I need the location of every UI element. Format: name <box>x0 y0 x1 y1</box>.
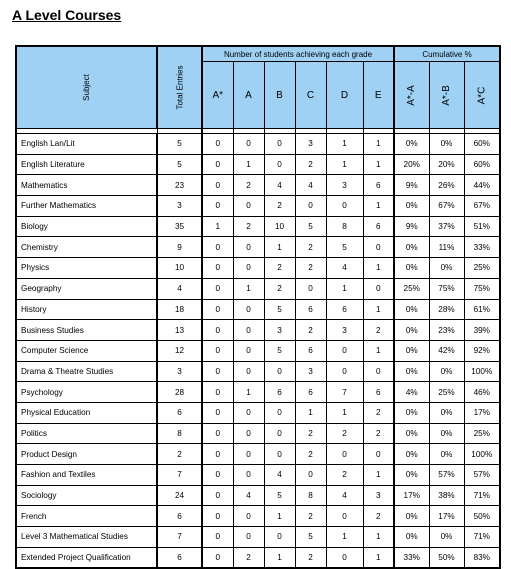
grade-count-cell: 0 <box>363 278 394 299</box>
cumulative-percent-cell: 0% <box>394 465 429 486</box>
cumulative-percent-cell: 0% <box>394 237 429 258</box>
table-row <box>16 340 500 361</box>
table-row <box>16 299 500 320</box>
table-row <box>16 154 500 175</box>
total-entries-cell: 35 <box>157 216 202 237</box>
cumulative-percent-cell: 0% <box>394 258 429 279</box>
cumulative-percent-cell: 44% <box>464 175 500 196</box>
total-entries-cell: 12 <box>157 340 202 361</box>
table-row <box>16 196 500 217</box>
cumulative-percent-cell: 33% <box>394 547 429 568</box>
table-row <box>16 320 500 341</box>
grade-count-cell: 0 <box>233 320 264 341</box>
grade-count-cell: 0 <box>264 134 295 155</box>
cumulative-percent-cell: 20% <box>394 154 429 175</box>
cumulative-percent-cell: 0% <box>394 361 429 382</box>
cumulative-header-astar-c: A*C <box>464 62 500 129</box>
cumulative-percent-cell: 0% <box>429 134 464 155</box>
cumulative-percent-cell: 83% <box>464 547 500 568</box>
grade-count-cell: 0 <box>233 258 264 279</box>
cumulative-percent-cell: 0% <box>394 196 429 217</box>
grade-count-cell: 1 <box>233 382 264 403</box>
cumulative-percent-cell: 0% <box>394 423 429 444</box>
grade-count-cell: 1 <box>233 154 264 175</box>
grade-count-cell: 0 <box>233 506 264 527</box>
grade-count-cell: 3 <box>326 175 363 196</box>
total-entries-cell: 24 <box>157 485 202 506</box>
grade-count-cell: 8 <box>326 216 363 237</box>
grade-count-cell: 0 <box>202 423 233 444</box>
table-row <box>16 423 500 444</box>
grade-count-cell: 3 <box>295 134 326 155</box>
grade-count-cell: 6 <box>363 382 394 403</box>
cumulative-percent-cell: 17% <box>464 402 500 423</box>
grade-count-cell: 6 <box>295 299 326 320</box>
subject-cell: Level 3 Mathematical Studies <box>16 527 157 548</box>
grade-count-cell: 5 <box>264 299 295 320</box>
grade-count-cell: 0 <box>363 444 394 465</box>
grade-count-cell: 5 <box>326 237 363 258</box>
cumulative-percent-cell: 42% <box>429 340 464 361</box>
grade-count-cell: 0 <box>202 196 233 217</box>
grade-count-cell: 2 <box>233 547 264 568</box>
cumulative-percent-cell: 17% <box>394 485 429 506</box>
total-entries-cell: 7 <box>157 465 202 486</box>
total-entries-cell: 23 <box>157 175 202 196</box>
grade-count-cell: 1 <box>363 196 394 217</box>
cumulative-percent-cell: 38% <box>429 485 464 506</box>
grade-count-cell: 0 <box>202 402 233 423</box>
table-row <box>16 216 500 237</box>
cumulative-percent-cell: 0% <box>429 361 464 382</box>
grade-count-cell: 1 <box>295 402 326 423</box>
grade-count-cell: 0 <box>233 340 264 361</box>
total-entries-cell: 18 <box>157 299 202 320</box>
cumulative-percent-cell: 25% <box>394 278 429 299</box>
total-entries-cell: 28 <box>157 382 202 403</box>
grade-count-cell: 0 <box>202 465 233 486</box>
grade-header-astar: A* <box>202 62 233 129</box>
grade-count-cell: 5 <box>264 340 295 361</box>
grade-count-cell: 3 <box>264 320 295 341</box>
cumulative-percent-cell: 0% <box>394 340 429 361</box>
subject-cell: English Literature <box>16 154 157 175</box>
subject-cell: Physical Education <box>16 402 157 423</box>
grade-count-cell: 0 <box>233 237 264 258</box>
table-row <box>16 444 500 465</box>
grade-count-cell: 2 <box>326 465 363 486</box>
subject-header <box>16 46 157 129</box>
grade-count-cell: 4 <box>295 175 326 196</box>
grade-count-cell: 0 <box>202 527 233 548</box>
grade-count-cell: 2 <box>363 320 394 341</box>
cumulative-percent-cell: 67% <box>464 196 500 217</box>
total-entries-cell: 5 <box>157 154 202 175</box>
total-entries-header-label: Total Entries <box>175 65 185 110</box>
grade-count-cell: 0 <box>326 361 363 382</box>
total-entries-cell: 6 <box>157 506 202 527</box>
subject-cell: French <box>16 506 157 527</box>
grade-count-cell: 0 <box>202 258 233 279</box>
grade-count-cell: 1 <box>363 134 394 155</box>
grade-count-cell: 2 <box>295 444 326 465</box>
cumulative-percent-cell: 0% <box>394 402 429 423</box>
grade-count-cell: 0 <box>233 444 264 465</box>
cumulative-percent-cell: 25% <box>429 382 464 403</box>
grade-count-cell: 2 <box>233 175 264 196</box>
table-row <box>16 402 500 423</box>
grade-count-cell: 1 <box>363 258 394 279</box>
subject-cell: History <box>16 299 157 320</box>
table-row <box>16 278 500 299</box>
cumulative-percent-cell: 0% <box>394 506 429 527</box>
subject-cell: Psychology <box>16 382 157 403</box>
grade-count-cell: 2 <box>363 506 394 527</box>
subject-cell: Geography <box>16 278 157 299</box>
cumulative-percent-cell: 25% <box>464 423 500 444</box>
grade-count-cell: 0 <box>264 154 295 175</box>
grade-count-cell: 0 <box>202 299 233 320</box>
grade-count-cell: 6 <box>363 216 394 237</box>
table-row <box>16 465 500 486</box>
total-entries-cell: 9 <box>157 237 202 258</box>
cumulative-percent-cell: 100% <box>464 361 500 382</box>
grade-count-cell: 1 <box>363 340 394 361</box>
grade-count-cell: 2 <box>295 154 326 175</box>
results-table <box>15 45 501 569</box>
cumulative-percent-cell: 0% <box>394 444 429 465</box>
cumulative-percent-cell: 75% <box>429 278 464 299</box>
grade-count-cell: 0 <box>326 340 363 361</box>
grade-count-cell: 1 <box>326 278 363 299</box>
cumulative-percent-cell: 37% <box>429 216 464 237</box>
subject-cell: Physics <box>16 258 157 279</box>
cumulative-percent-cell: 0% <box>429 527 464 548</box>
cumulative-percent-cell: 20% <box>429 154 464 175</box>
grade-header-b: B <box>264 62 295 129</box>
cumulative-percent-cell: 57% <box>464 465 500 486</box>
cumulative-percent-cell: 0% <box>429 258 464 279</box>
cumulative-percent-cell: 0% <box>429 423 464 444</box>
subject-cell: Business Studies <box>16 320 157 341</box>
grade-count-cell: 0 <box>202 485 233 506</box>
table-row <box>16 361 500 382</box>
cumulative-percent-cell: 9% <box>394 216 429 237</box>
cumulative-percent-cell: 33% <box>464 237 500 258</box>
grade-count-cell: 2 <box>295 258 326 279</box>
grade-count-cell: 1 <box>202 216 233 237</box>
grade-count-cell: 0 <box>233 402 264 423</box>
table-row <box>16 237 500 258</box>
cumulative-percent-cell: 28% <box>429 299 464 320</box>
grade-count-cell: 0 <box>264 423 295 444</box>
grade-count-cell: 0 <box>202 444 233 465</box>
subject-cell: Fashion and Textiles <box>16 465 157 486</box>
grade-count-cell: 0 <box>363 361 394 382</box>
subject-cell: Chemistry <box>16 237 157 258</box>
total-entries-cell: 3 <box>157 361 202 382</box>
grade-count-cell: 0 <box>202 134 233 155</box>
grade-count-cell: 1 <box>264 237 295 258</box>
grade-count-cell: 0 <box>233 196 264 217</box>
cumulative-percent-cell: 71% <box>464 527 500 548</box>
cumulative-percent-cell: 60% <box>464 154 500 175</box>
page-title: A Level Courses <box>12 7 122 23</box>
cumulative-percent-cell: 0% <box>394 527 429 548</box>
grade-count-cell: 2 <box>363 402 394 423</box>
grade-count-cell: 6 <box>326 299 363 320</box>
grade-count-cell: 1 <box>326 527 363 548</box>
grade-header-d: D <box>326 62 363 129</box>
grade-count-cell: 0 <box>202 547 233 568</box>
grade-count-cell: 0 <box>202 361 233 382</box>
grade-count-cell: 0 <box>233 465 264 486</box>
grade-count-cell: 2 <box>326 423 363 444</box>
grade-count-cell: 0 <box>295 465 326 486</box>
grade-count-cell: 0 <box>202 320 233 341</box>
grade-count-cell: 2 <box>363 423 394 444</box>
table-row <box>16 547 500 568</box>
subject-cell: Biology <box>16 216 157 237</box>
grade-count-cell: 0 <box>202 175 233 196</box>
grade-count-cell: 1 <box>363 299 394 320</box>
cumulative-percent-cell: 4% <box>394 382 429 403</box>
grade-count-cell: 5 <box>295 216 326 237</box>
grade-count-cell: 5 <box>264 485 295 506</box>
cumulative-percent-cell: 0% <box>394 299 429 320</box>
grade-count-cell: 6 <box>363 175 394 196</box>
subject-header-label: Subject <box>82 74 91 101</box>
subject-cell: Product Design <box>16 444 157 465</box>
subject-cell: Computer Science <box>16 340 157 361</box>
grade-count-cell: 1 <box>264 547 295 568</box>
grade-count-cell: 7 <box>326 382 363 403</box>
cumulative-percent-cell: 0% <box>429 402 464 423</box>
total-entries-cell: 5 <box>157 134 202 155</box>
table-row <box>16 175 500 196</box>
cumulative-percent-cell: 61% <box>464 299 500 320</box>
cumulative-percent-cell: 60% <box>464 134 500 155</box>
grade-count-cell: 2 <box>295 237 326 258</box>
grade-count-cell: 0 <box>326 444 363 465</box>
total-entries-cell: 6 <box>157 547 202 568</box>
grade-count-cell: 0 <box>264 402 295 423</box>
cumulative-percent-cell: 50% <box>429 547 464 568</box>
subject-cell: English Lan/Lit <box>16 134 157 155</box>
grade-count-cell: 0 <box>202 506 233 527</box>
total-entries-cell: 10 <box>157 258 202 279</box>
subject-cell: Sociology <box>16 485 157 506</box>
grade-count-cell: 0 <box>202 154 233 175</box>
subject-cell: Mathematics <box>16 175 157 196</box>
grade-count-cell: 8 <box>295 485 326 506</box>
cumulative-percent-cell: 51% <box>464 216 500 237</box>
grade-count-cell: 0 <box>264 361 295 382</box>
grade-count-cell: 0 <box>233 134 264 155</box>
total-entries-cell: 6 <box>157 402 202 423</box>
grade-count-cell: 2 <box>264 278 295 299</box>
grade-count-cell: 2 <box>295 320 326 341</box>
table-row <box>16 506 500 527</box>
grade-count-cell: 1 <box>326 402 363 423</box>
total-entries-cell: 3 <box>157 196 202 217</box>
table-row <box>16 382 500 403</box>
grade-count-cell: 2 <box>295 547 326 568</box>
table-row <box>16 485 500 506</box>
grade-count-cell: 0 <box>233 423 264 444</box>
cumulative-percent-cell: 25% <box>464 258 500 279</box>
grade-count-cell: 0 <box>233 361 264 382</box>
grade-count-cell: 2 <box>295 423 326 444</box>
grades-group-header: Number of students achieving each grade <box>202 46 394 62</box>
grade-header-a: A <box>233 62 264 129</box>
grade-count-cell: 10 <box>264 216 295 237</box>
grade-count-cell: 2 <box>295 506 326 527</box>
grade-count-cell: 0 <box>326 547 363 568</box>
grade-count-cell: 3 <box>295 361 326 382</box>
grade-count-cell: 0 <box>326 506 363 527</box>
cumulative-percent-cell: 92% <box>464 340 500 361</box>
cumulative-percent-cell: 100% <box>464 444 500 465</box>
subject-cell: Politics <box>16 423 157 444</box>
total-entries-cell: 13 <box>157 320 202 341</box>
total-entries-cell: 4 <box>157 278 202 299</box>
grade-count-cell: 6 <box>264 382 295 403</box>
total-entries-header <box>157 46 202 129</box>
grade-count-cell: 5 <box>295 527 326 548</box>
grade-count-cell: 1 <box>363 154 394 175</box>
cumulative-percent-cell: 71% <box>464 485 500 506</box>
grade-count-cell: 4 <box>326 258 363 279</box>
grade-count-cell: 1 <box>363 527 394 548</box>
grade-count-cell: 0 <box>233 299 264 320</box>
results-body <box>16 134 500 569</box>
cumulative-header-astar-b: A*-B <box>429 62 464 129</box>
grade-header-e: E <box>363 62 394 129</box>
cumulative-header-astar-a: A*-A <box>394 62 429 129</box>
grade-count-cell: 0 <box>202 237 233 258</box>
grade-header-c: C <box>295 62 326 129</box>
grade-count-cell: 0 <box>264 444 295 465</box>
cumulative-percent-cell: 11% <box>429 237 464 258</box>
subject-cell: Drama & Theatre Studies <box>16 361 157 382</box>
grade-count-cell: 0 <box>295 196 326 217</box>
cumulative-percent-cell: 17% <box>429 506 464 527</box>
grade-count-cell: 0 <box>295 278 326 299</box>
grade-count-cell: 4 <box>233 485 264 506</box>
table-row <box>16 134 500 155</box>
grade-count-cell: 0 <box>202 278 233 299</box>
grade-count-cell: 2 <box>233 216 264 237</box>
table-row <box>16 527 500 548</box>
total-entries-cell: 7 <box>157 527 202 548</box>
cumulative-percent-cell: 0% <box>429 444 464 465</box>
subject-cell: Further Mathematics <box>16 196 157 217</box>
grade-count-cell: 0 <box>202 340 233 361</box>
cumulative-percent-cell: 23% <box>429 320 464 341</box>
grade-count-cell: 6 <box>295 340 326 361</box>
grade-count-cell: 2 <box>264 258 295 279</box>
cumulative-percent-cell: 50% <box>464 506 500 527</box>
grade-count-cell: 0 <box>202 382 233 403</box>
cumulative-percent-cell: 0% <box>394 134 429 155</box>
grade-count-cell: 0 <box>233 527 264 548</box>
cumulative-percent-cell: 0% <box>394 320 429 341</box>
grade-count-cell: 1 <box>233 278 264 299</box>
grade-count-cell: 4 <box>264 465 295 486</box>
cumulative-percent-cell: 26% <box>429 175 464 196</box>
grade-count-cell: 6 <box>295 382 326 403</box>
grade-count-cell: 0 <box>326 196 363 217</box>
total-entries-cell: 2 <box>157 444 202 465</box>
grade-count-cell: 1 <box>363 465 394 486</box>
cumulative-group-header: Cumulative % <box>394 46 500 62</box>
cumulative-percent-cell: 67% <box>429 196 464 217</box>
grade-count-cell: 1 <box>264 506 295 527</box>
cumulative-percent-cell: 9% <box>394 175 429 196</box>
cumulative-percent-cell: 75% <box>464 278 500 299</box>
table-row <box>16 258 500 279</box>
grade-count-cell: 1 <box>363 547 394 568</box>
grade-count-cell: 4 <box>264 175 295 196</box>
grade-count-cell: 1 <box>326 154 363 175</box>
grade-count-cell: 1 <box>326 134 363 155</box>
grade-count-cell: 3 <box>326 320 363 341</box>
grade-count-cell: 0 <box>363 237 394 258</box>
cumulative-percent-cell: 57% <box>429 465 464 486</box>
cumulative-percent-cell: 46% <box>464 382 500 403</box>
grade-count-cell: 2 <box>264 196 295 217</box>
grade-count-cell: 3 <box>363 485 394 506</box>
subject-cell: Extended Project Qualification <box>16 547 157 568</box>
grade-count-cell: 4 <box>326 485 363 506</box>
total-entries-cell: 8 <box>157 423 202 444</box>
grade-count-cell: 0 <box>264 527 295 548</box>
cumulative-percent-cell: 39% <box>464 320 500 341</box>
